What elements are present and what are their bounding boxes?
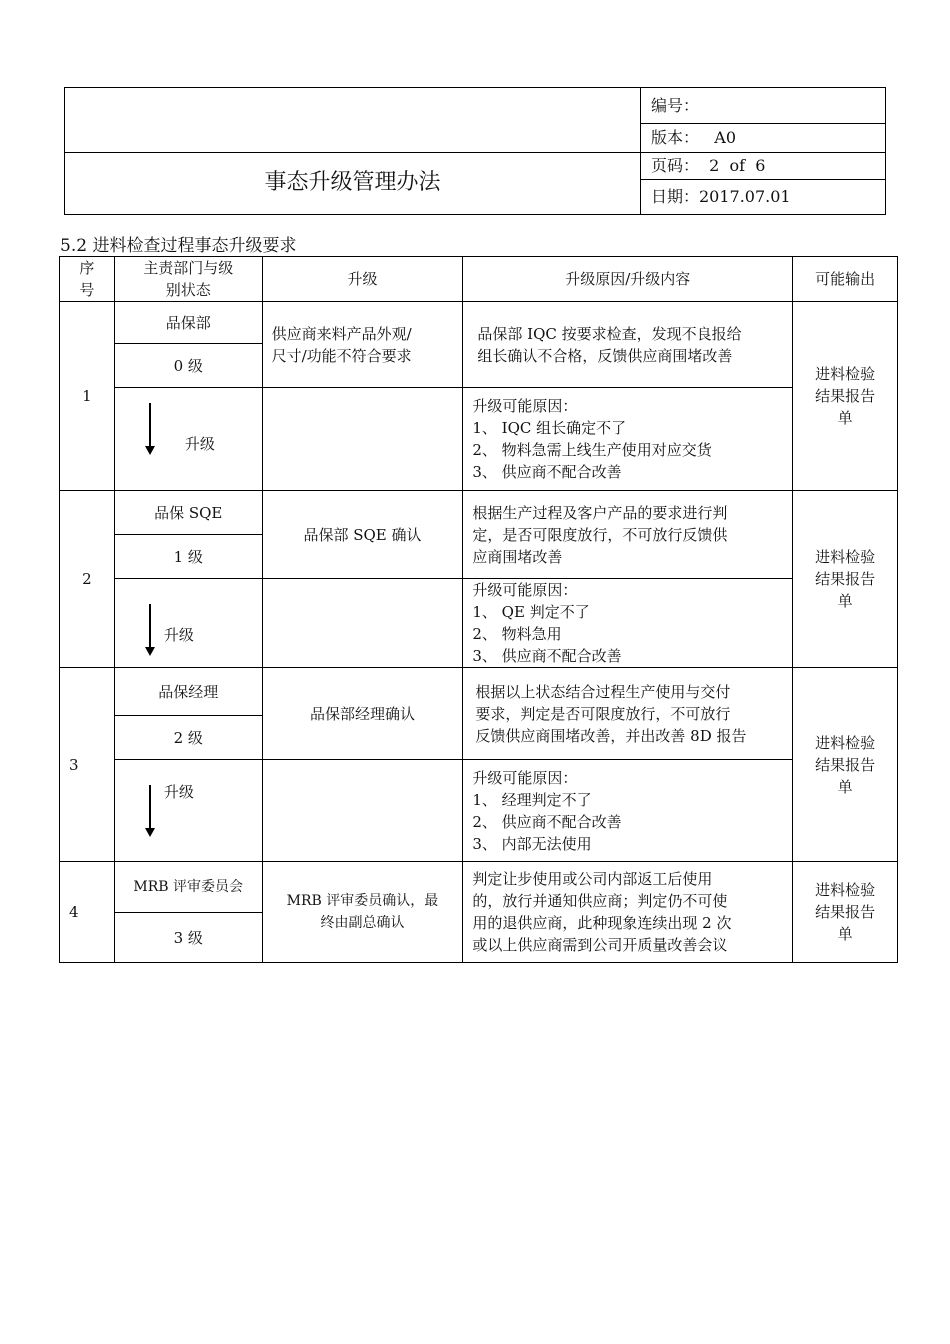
row-number: 2 bbox=[60, 491, 115, 668]
output-cell: 进料检验 结果报告 单 bbox=[793, 668, 898, 862]
reason-cell: 根据以上状态结合过程生产使用与交付 要求，判定是否可限度放行，不可放行 反馈供应商围堵改善，并出改善 8D 报告 bbox=[463, 668, 793, 760]
dept-cell: 品保 SQE bbox=[114, 491, 262, 535]
possible-reasons-cell: 升级可能原因： 1、 经理判定不了 2、 供应商不配合改善 3、 内部无法使用 bbox=[463, 760, 793, 862]
escalate-label: 升级 bbox=[184, 435, 215, 453]
table-row bbox=[60, 668, 898, 716]
upgrade-cell: 供应商来料产品外观/ 尺寸/功能不符合要求 bbox=[262, 302, 463, 388]
reason-cell: 品保部 IQC 按要求检查，发现不良报给 组长确认不合格，反馈供应商围堵改善 bbox=[463, 302, 793, 388]
doc-date: 日期：2017.07.01 bbox=[641, 179, 886, 214]
reason-cell: 判定让步使用或公司内部返工后使用 的，放行并通知供应商；判定仍不可使 用的退供应商，此种现象连续出现 2 次 或以上供应商需到公司开质量改善会议 bbox=[463, 862, 793, 963]
header-upgrade: 升级 bbox=[262, 257, 463, 302]
header-dept: 主责部门与级 别状态 bbox=[114, 257, 262, 302]
header-output: 可能输出 bbox=[793, 257, 898, 302]
section-title: 5.2 进料检查过程事态升级要求 bbox=[60, 236, 297, 256]
escalate-cell bbox=[114, 579, 262, 668]
escalate-cell bbox=[114, 760, 262, 862]
possible-reasons-cell: 升级可能原因： 1、 QE 判定不了 2、 物料急用 3、 供应商不配合改善 bbox=[463, 579, 793, 668]
escalation-table bbox=[59, 256, 898, 963]
upgrade-cell: 品保部 SQE 确认 bbox=[262, 491, 463, 579]
table-row bbox=[60, 862, 898, 913]
row-number: 1 bbox=[60, 302, 115, 491]
doc-title: 事态升级管理办法 bbox=[65, 152, 641, 215]
down-arrow-icon bbox=[145, 403, 155, 455]
upgrade-empty-cell bbox=[262, 388, 463, 491]
upgrade-cell: MRB 评审委员确认，最 终由副总确认 bbox=[262, 862, 463, 963]
upgrade-empty-cell bbox=[262, 760, 463, 862]
table-row bbox=[60, 388, 898, 491]
document-header bbox=[64, 87, 886, 215]
level-cell: 0 级 bbox=[114, 344, 262, 388]
upgrade-cell: 品保部经理确认 bbox=[262, 668, 463, 760]
row-number: 3 bbox=[60, 668, 115, 862]
down-arrow-icon bbox=[145, 604, 155, 656]
table-row bbox=[60, 491, 898, 535]
escalate-label: 升级 bbox=[163, 626, 194, 644]
dept-cell: 品保部 bbox=[114, 302, 262, 344]
output-cell: 进料检验 结果报告 单 bbox=[793, 491, 898, 668]
escalate-cell bbox=[114, 388, 262, 491]
table-row bbox=[60, 579, 898, 668]
reason-cell: 根据生产过程及客户产品的要求进行判 定，是否可限度放行，不可放行反馈供 应商围堵改善 bbox=[463, 491, 793, 579]
dept-cell: 品保经理 bbox=[114, 668, 262, 716]
header-no: 序 号 bbox=[60, 257, 115, 302]
output-cell: 进料检验 结果报告 单 bbox=[793, 862, 898, 963]
upgrade-empty-cell bbox=[262, 579, 463, 668]
table-row bbox=[60, 302, 898, 344]
header-blank-cell bbox=[65, 88, 641, 153]
possible-reasons-cell: 升级可能原因： 1、 IQC 组长确定不了 2、 物料急需上线生产使用对应交货 3、 供应商不配合改善 bbox=[463, 388, 793, 491]
output-cell: 进料检验 结果报告 单 bbox=[793, 302, 898, 491]
doc-page: 页码： 2 of 6 bbox=[641, 152, 886, 179]
level-cell: 3 级 bbox=[114, 913, 262, 963]
down-arrow-icon bbox=[145, 785, 155, 837]
table-row bbox=[60, 760, 898, 862]
dept-cell: MRB 评审委员会 bbox=[114, 862, 262, 913]
table-header-row bbox=[60, 257, 898, 302]
level-cell: 2 级 bbox=[114, 716, 262, 760]
row-number: 4 bbox=[60, 862, 115, 963]
header-reason: 升级原因/升级内容 bbox=[463, 257, 793, 302]
level-cell: 1 级 bbox=[114, 535, 262, 579]
escalate-label: 升级 bbox=[163, 783, 194, 801]
doc-version: 版本： A0 bbox=[641, 124, 886, 152]
doc-number: 编号： bbox=[641, 88, 886, 124]
